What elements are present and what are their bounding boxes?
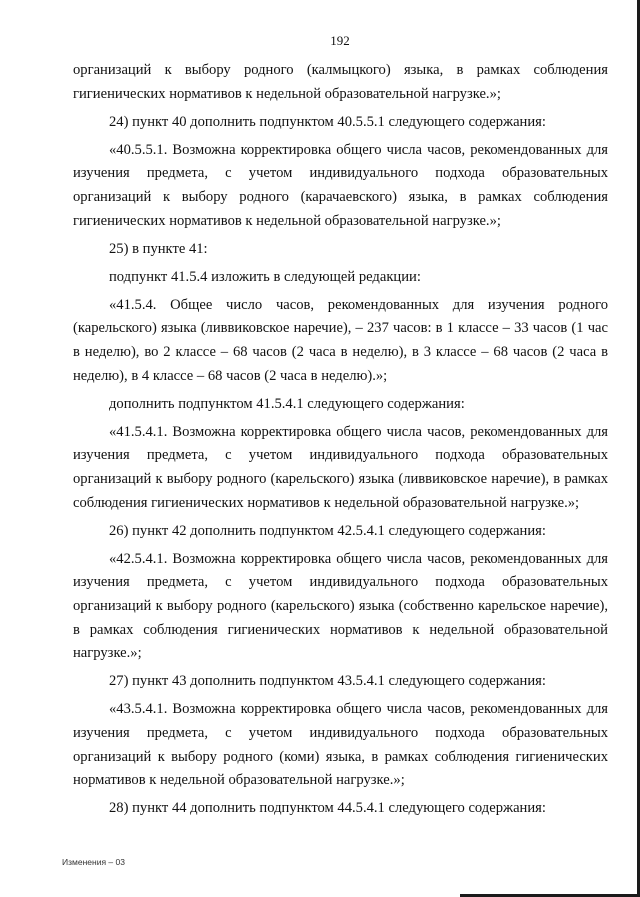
paragraph: 28) пункт 44 дополнить подпунктом 44.5.4.1 следующего содержания: [109,800,546,817]
paragraph: «43.5.4.1. Возможна корректировка общего числа часов, рекомендованных для изучения предмета, с учетом индивидуального подхода образовательных организаций к выбору родного (коми) языка, в рамках соблюдения гигиенических нормативов к недельной образовательной нагрузке.»; [73,701,608,789]
paragraph: «42.5.4.1. Возможна корректировка общего числа часов, рекомендованных для изучения предмета, с учетом индивидуального подхода образовательных организаций к выбору родного (карельского) языка (собственно карельское наречие), в рамках соблюдения гигиенических нормативов к недельной образовательной нагрузке.»; [73,550,608,662]
footer-revision-note: Изменения – 03 [62,857,125,867]
paragraph: 26) пункт 42 дополнить подпунктом 42.5.4.1 следующего содержания: [109,522,546,539]
paragraph: подпункт 41.5.4 изложить в следующей редакции: [109,268,421,285]
paragraph: 27) пункт 43 дополнить подпунктом 43.5.4.1 следующего содержания: [109,673,546,690]
paragraph: 24) пункт 40 дополнить подпунктом 40.5.5.1 следующего содержания: [109,113,546,130]
paragraph: «41.5.4.1. Возможна корректировка общего числа часов, рекомендованных для изучения предмета, с учетом индивидуального подхода образовательных организаций к выбору родного (карельского) языка (ливвиковское наречие), в рамках соблюдения гигиенических нормативов к недельной образовательной нагрузке.»; [73,423,608,511]
paragraph: организаций к выбору родного (калмыцкого) языка, в рамках соблюдения гигиенических нормативов к недельной образовательной нагрузке.»; [73,62,608,102]
document-body [73,59,608,825]
paragraph: «41.5.4. Общее число часов, рекомендованных для изучения родного (карельского) языка (ливвиковское наречие), – 237 часов: в 1 классе – 33 часов (1 час в неделю), во 2 классе – 68 часов (2 часа в неделю), в 3 классе – 68 часов (2 часа в неделю), в 4 классе – 68 часов (2 часа в неделю).»; [73,296,608,384]
paragraph: 25) в пункте 41: [109,240,208,257]
page-number: 192 [330,33,350,48]
paragraph: дополнить подпунктом 41.5.4.1 следующего содержания: [109,395,465,412]
paragraph: «40.5.5.1. Возможна корректировка общего числа часов, рекомендованных для изучения предмета, с учетом индивидуального подхода образовательных организаций к выбору родного (карачаевского) языка, в рамках соблюдения гигиенических нормативов к недельной образовательной нагрузке.»; [73,141,608,229]
